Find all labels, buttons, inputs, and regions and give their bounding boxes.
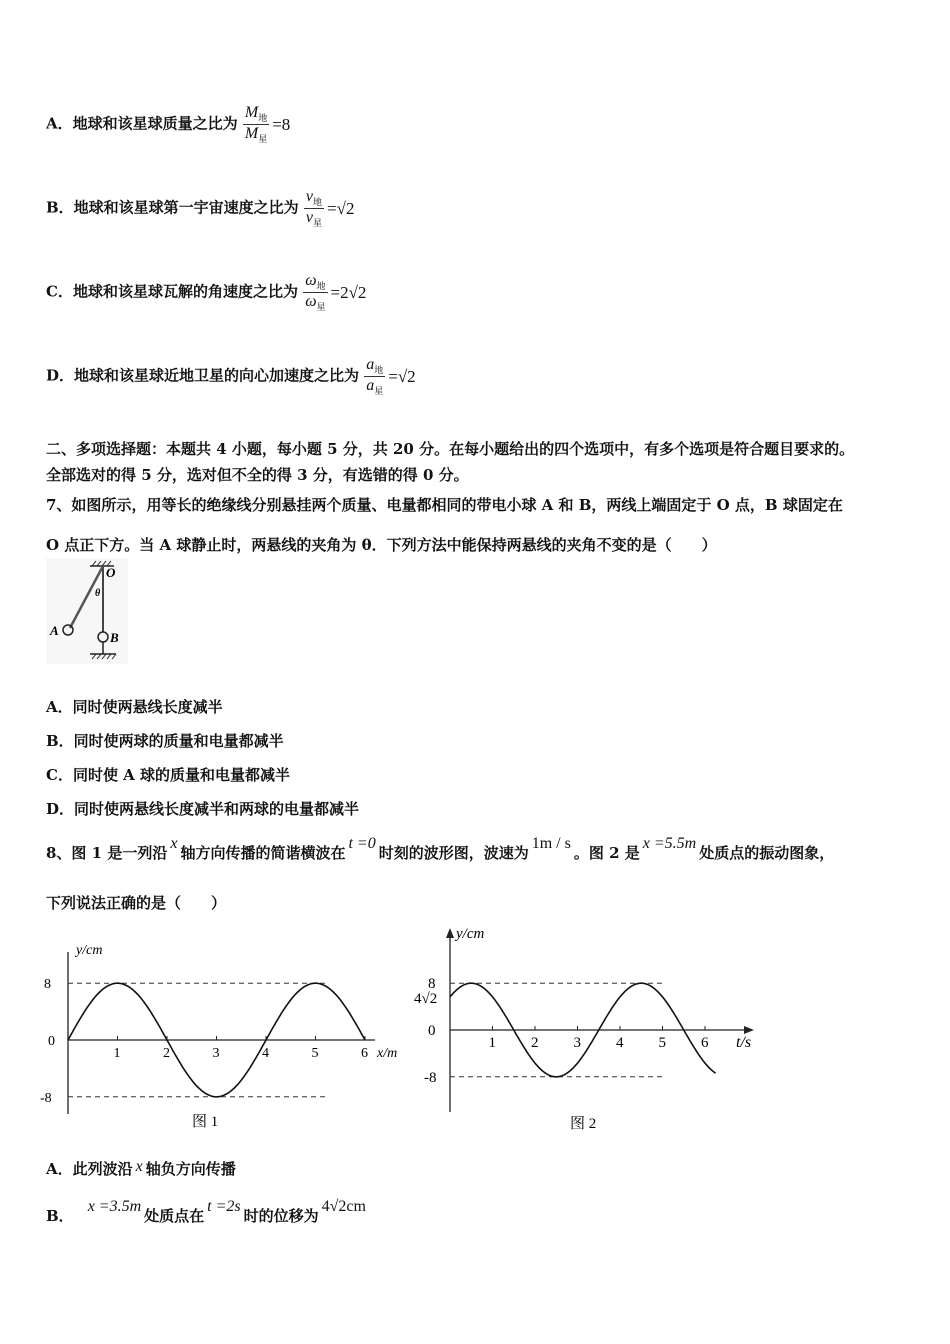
y-tick-label: 0 <box>428 1023 436 1039</box>
wave-graph-figure-1 <box>40 932 425 1142</box>
fraction: $\frac{a_地}{a_星}$ <box>366 356 384 397</box>
option-text: C．地球和该星球瓦解的角速度之比为 <box>46 282 298 301</box>
t-tick-label: 4 <box>616 1035 624 1051</box>
question-8-line-1: 8、图 1 是一列沿x轴方向传播的简谐横波在t =0时刻的波形图，波速为1m / s。图 2 是x =5.5m处质点的振动图象， <box>46 835 835 862</box>
fraction: $\frac{\omega_地}{\omega_星}$ <box>305 272 326 313</box>
q7-option-d: D．同时使两悬线长度减半和两球的电量都减半 <box>46 800 360 818</box>
y-axis-label: y/cm <box>456 926 485 942</box>
math-t: t =0 <box>348 835 376 852</box>
equation-rhs: =√2 <box>388 366 416 386</box>
y-tick-label: 4√2 <box>414 990 438 1007</box>
label-a: A <box>50 623 59 638</box>
x-tick-label: 5 <box>311 1046 319 1061</box>
y-tick-label: 8 <box>428 976 436 993</box>
y-tick-label: 0 <box>48 1034 55 1049</box>
q7-option-a: A．同时使两悬线长度减半 <box>46 698 223 716</box>
option-q6-a <box>46 104 290 145</box>
math-speed: 1m / s <box>531 835 571 852</box>
q7-line-1: 7、如图所示，用等长的绝缘线分别悬挂两个质量、电量都相同的带电小球 A 和 B，两线上端固定于 O 点，B 球固定在 <box>46 496 843 514</box>
t-tick-label: 1 <box>488 1035 496 1051</box>
label-o: O <box>106 565 116 580</box>
x-tick-label: 4 <box>262 1046 269 1061</box>
x-tick-label: 1 <box>113 1046 121 1061</box>
question-8-line-2: 下列说法正确的是（ ） <box>46 894 227 912</box>
q7-options <box>46 690 359 826</box>
equation-rhs: =8 <box>272 114 291 134</box>
option-text: A．地球和该星球质量之比为 <box>46 114 238 133</box>
y-axis-arrow <box>446 928 454 938</box>
t-axis-label: t/s <box>736 1034 752 1051</box>
label-b: B <box>110 630 119 645</box>
option-q6-d <box>46 356 416 397</box>
q7-option-c: C．同时使 A 球的质量和电量都减半 <box>46 766 291 784</box>
t-tick-label: 2 <box>531 1035 539 1051</box>
t-tick-label: 6 <box>701 1035 709 1051</box>
math-x: x <box>170 835 178 852</box>
x-tick-label: 6 <box>361 1046 368 1061</box>
y-tick-label: -8 <box>424 1069 437 1086</box>
figure-caption: 图 1 <box>192 1114 219 1130</box>
t-axis-arrow <box>744 1026 754 1034</box>
label-theta: θ <box>95 588 101 599</box>
x-tick-label: 3 <box>212 1046 220 1061</box>
y-tick-label: -8 <box>40 1090 52 1106</box>
option-q6-b <box>46 188 354 229</box>
section-line-2: 全部选对的得 5 分，选对但不全的得 3 分，有选错的得 0 分。 <box>46 466 469 484</box>
question-7 <box>46 485 843 565</box>
t-tick-label: 5 <box>658 1035 666 1051</box>
option-text: B．地球和该星球第一宇宙速度之比为 <box>46 198 299 217</box>
y-axis-label: y/cm <box>76 943 103 958</box>
t-tick-label: 3 <box>573 1035 581 1051</box>
section-heading <box>46 436 854 488</box>
vibration-graph-figure-2 <box>410 920 765 1140</box>
figure-caption: 图 2 <box>570 1116 597 1132</box>
option-q6-c <box>46 272 366 313</box>
option-text: D．地球和该星球近地卫星的向心加速度之比为 <box>46 366 360 385</box>
fraction: $\frac{M_地}{M_星}$ <box>244 104 268 145</box>
q8-option-b: B．x =3.5m处质点在t =2s时的位移为4√2cm <box>46 1198 366 1225</box>
q7-line-2: O 点正下方。当 A 球静止时，两悬线的夹角为 θ．下列方法中能保持两悬线的夹角不变的是（ ） <box>46 536 717 554</box>
equation-rhs: =√2 <box>327 198 355 218</box>
fraction: $\frac{v_地}{v_星}$ <box>305 188 323 229</box>
q8-option-a: A．此列波沿 x 轴负方向传播 <box>46 1158 236 1178</box>
pendulum-figure <box>46 558 128 664</box>
y-tick-label: 8 <box>44 977 51 993</box>
q7-option-b: B．同时使两球的质量和电量都减半 <box>46 732 284 750</box>
equation-rhs: =2√2 <box>330 282 367 302</box>
x-axis-label: x/m <box>377 1046 398 1061</box>
section-line-1: 二、多项选择题：本题共 4 小题，每小题 5 分，共 20 分。在每小题给出的四个选项中，有多个选项是符合题目要求的。 <box>46 440 855 458</box>
math-position: x =5.5m <box>642 835 697 852</box>
x-tick-label: 2 <box>163 1046 170 1061</box>
